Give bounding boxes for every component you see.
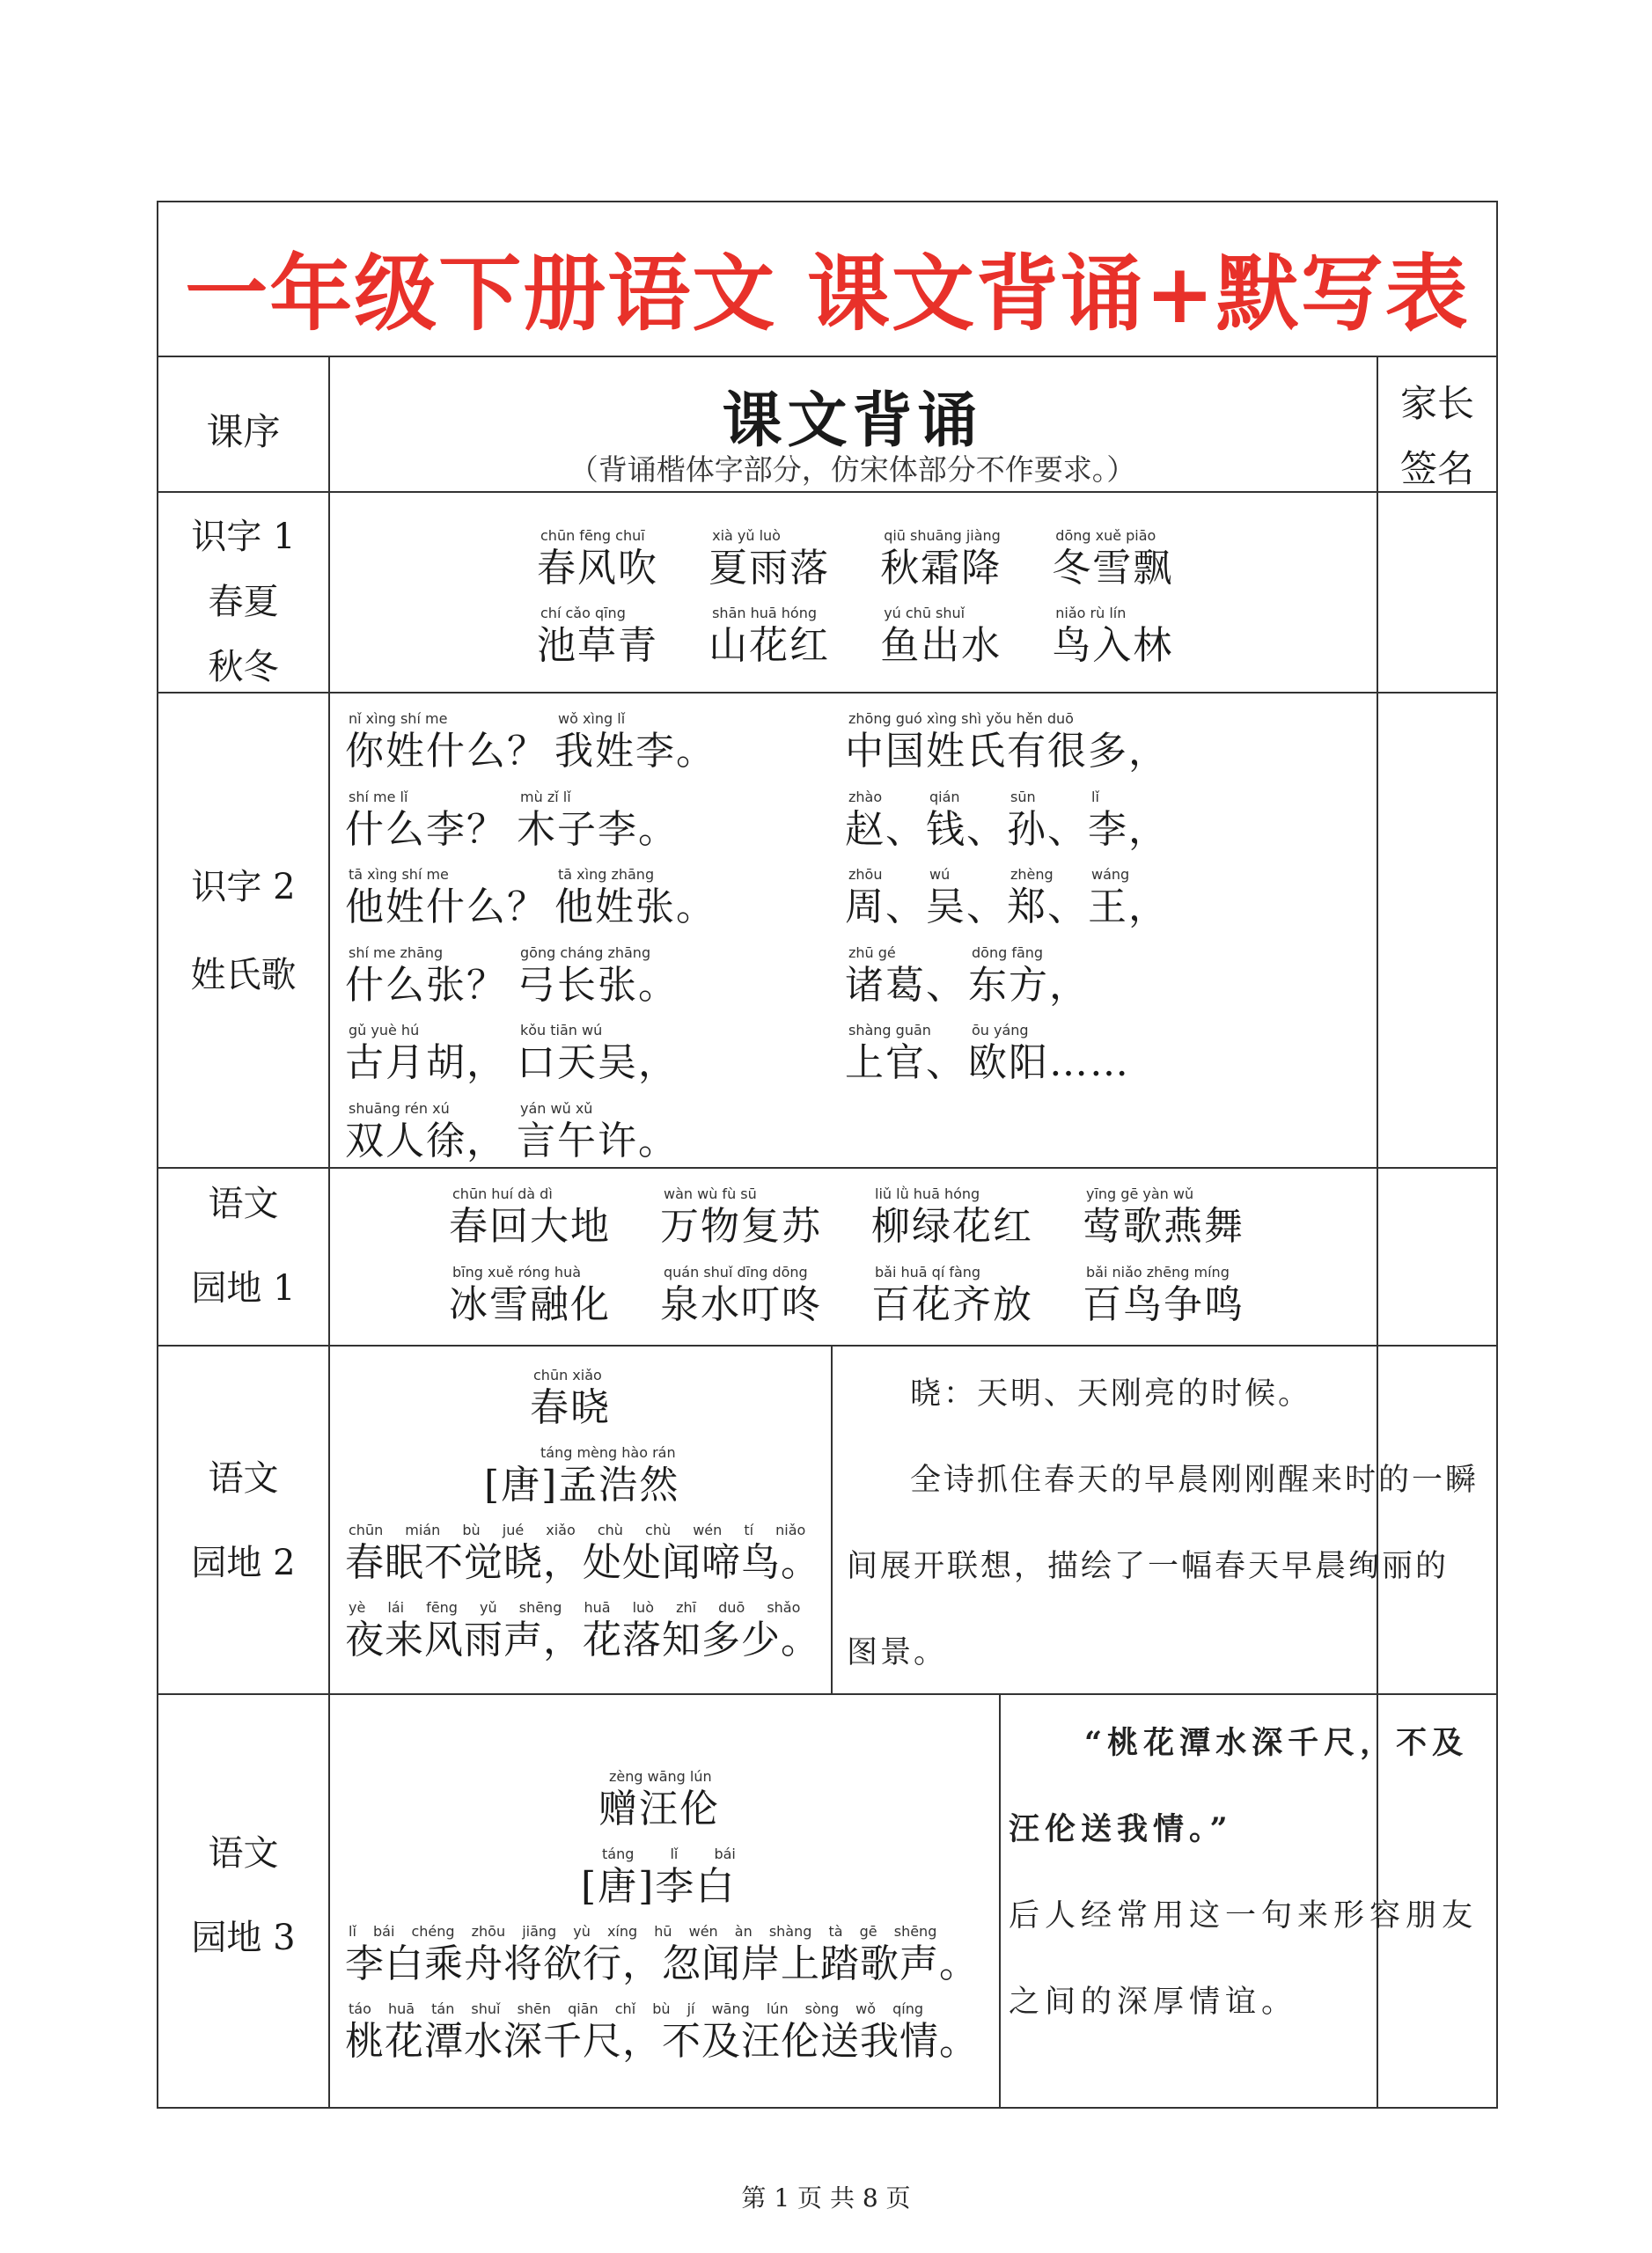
rule-title (158, 356, 1496, 357)
word-group: bǎi huā qí fàng 百花齐放 (871, 1264, 1033, 1327)
poem-line (345, 2000, 979, 2065)
page-number: 第 1 页 共 8 页 (741, 2183, 911, 2213)
rule-row-3 (158, 1345, 1496, 1347)
word-group: qiū shuāng jiàng 秋霜降 (880, 527, 1002, 591)
word-group: wú 吴、 (926, 866, 1007, 929)
text-line (345, 1021, 679, 1086)
text-line (845, 1021, 1130, 1086)
poem-line (345, 1922, 979, 1987)
lesson-label: 园地 1 (191, 1268, 296, 1309)
rule-col-lesson (328, 356, 330, 2107)
text-line (345, 1099, 679, 1164)
word-group: chūn mián bù jué xiǎo chù chù wén tí niǎo 春眠不觉晓，处处闻啼鸟。 (345, 1522, 820, 1585)
text-line (845, 865, 1169, 930)
poem-author (484, 1443, 679, 1508)
lesson-label: 秋冬 (208, 647, 279, 687)
word-group: dōng fāng 东方， (968, 944, 1090, 1008)
text-line (449, 1185, 1245, 1250)
word-group: zhào 赵、 (845, 789, 926, 852)
document-title: 一年级下册语文 课文背诵+默写表 (185, 246, 1470, 342)
word-group: yú chū shuǐ 鱼出水 (880, 605, 1002, 668)
word-group: dōng xuě piāo 冬雪飘 (1052, 527, 1174, 591)
header-sign-1: 家长 (1399, 382, 1474, 425)
text-line (845, 943, 1090, 1009)
text-line (345, 788, 679, 853)
word-group: wǒ xìng lǐ 我姓李。 (554, 710, 716, 774)
header-lesson: 课序 (206, 410, 281, 453)
poem-title (598, 1767, 720, 1832)
word-group: shàng guān 上官、 (845, 1022, 966, 1085)
word-group: tā xìng shí me 他姓什么？ (345, 866, 547, 929)
rule-row-2 (158, 1167, 1496, 1169)
rule-split-row5 (999, 1693, 1001, 2107)
rule-header (158, 491, 1496, 493)
word-group: zhōng guó xìng shì yǒu hěn duō 中国姓氏有很多， (845, 710, 1169, 774)
word-group: táo huā tán shuǐ shēn qiān chǐ bù jí wāng lún sòng wǒ qíng 桃花潭水深千尺，不及汪伦送我情。 (345, 2000, 979, 2064)
lesson-label: 春夏 (208, 582, 279, 622)
word-group: yīng gē yàn wǔ 莺歌燕舞 (1083, 1185, 1245, 1249)
word-group: gōng cháng zhāng 弓长张。 (517, 944, 679, 1008)
word-group: zhōu 周、 (845, 866, 926, 929)
text-line (345, 865, 716, 930)
text-line (449, 1263, 1245, 1328)
text-line (845, 788, 1169, 853)
header-recite-note: （背诵楷体字部分，仿宋体部分不作要求。） (569, 452, 1136, 487)
header-recite: 课文背诵 (722, 385, 983, 456)
word-group: bǎi niǎo zhēng míng 百鸟争鸣 (1083, 1264, 1245, 1327)
poem-note-rest: 后人经常用这一句来形容朋友之间的深厚情谊。 (1009, 1898, 1479, 2020)
header-sign-2: 签名 (1399, 447, 1474, 490)
lesson-label: 识字 1 (191, 517, 296, 557)
word-group: shān huā hóng 山花红 (709, 605, 831, 668)
word-group: mù zǐ lǐ 木子李。 (517, 789, 679, 852)
rule-split-row4 (831, 1345, 833, 1693)
poem-note-2: 全诗抓住春天的早晨刚刚醒来时的一瞬间展开联想，描绘了一幅春天早晨绚丽的图景。 (847, 1463, 1479, 1670)
word-group: gǔ yuè hú 古月胡， (345, 1022, 507, 1085)
lesson-label: 姓氏歌 (190, 955, 297, 995)
lesson-label: 园地 3 (191, 1918, 296, 1958)
poem-author (581, 1845, 736, 1910)
word-group: zhū gé 诸葛、 (845, 944, 966, 1008)
word-group: shí me zhāng 什么张？ (345, 944, 507, 1008)
word-group: chūn fēng chuī 春风吹 (537, 527, 658, 591)
word-group: wáng 王， (1088, 866, 1169, 929)
text-line (537, 604, 1201, 669)
text-line (345, 709, 716, 774)
word-group: zèng wāng lún 赠汪伦 (598, 1768, 720, 1831)
word-group: liǔ lǜ huā hóng 柳绿花红 (871, 1185, 1033, 1249)
lesson-label: 识字 2 (191, 867, 296, 907)
poem-line (345, 1521, 820, 1586)
poem-note-quote: “桃花潭水深千尺，不及汪伦送我情。” (1009, 1725, 1469, 1847)
lesson-label: 园地 2 (191, 1543, 296, 1583)
lesson-label: 语文 (208, 1833, 279, 1874)
word-group: lǐ bái chéng zhōu jiāng yù xíng hū wén àn shàng tà gē shēng 李白乘舟将欲行，忽闻岸上踏歌声。 (345, 1923, 979, 1986)
word-group: táng mèng hào rán [唐]孟浩然 (484, 1444, 680, 1508)
word-group: yán wǔ xǔ 言午许。 (517, 1100, 679, 1163)
text-line (537, 526, 1201, 591)
word-group: zhèng 郑、 (1007, 866, 1088, 929)
poem-note-1: 晓：天明、天刚亮的时候。 (910, 1376, 1312, 1412)
rule-row-1 (158, 692, 1496, 694)
lesson-label: 语文 (208, 1458, 279, 1499)
word-group: niǎo rù lín 鸟入林 (1052, 605, 1174, 668)
word-group: chí cǎo qīng 池草青 (537, 605, 658, 668)
word-group: kǒu tiān wú 口天吴， (517, 1022, 679, 1085)
lesson-label: 语文 (208, 1184, 279, 1224)
word-group: shí me lǐ 什么李？ (345, 789, 507, 852)
word-group: bīng xuě róng huà 冰雪融化 (449, 1264, 611, 1327)
word-group: nǐ xìng shí me 你姓什么？ (345, 710, 547, 774)
word-group: chūn xiǎo 春晓 (530, 1367, 611, 1430)
poem-line (345, 1598, 820, 1663)
word-group: ōu yáng 欧阳…… (968, 1022, 1130, 1085)
word-group: quán shuǐ dīng dōng 泉水叮咚 (660, 1264, 822, 1327)
word-group: yè lái fēng yǔ shēng huā luò zhī duō shǎo 夜来风雨声，花落知多少。 (345, 1599, 820, 1662)
word-group: tā xìng zhāng 他姓张。 (554, 866, 716, 929)
word-group: qián 钱、 (926, 789, 1007, 852)
word-group: sūn 孙、 (1007, 789, 1088, 852)
word-group: wàn wù fù sū 万物复苏 (660, 1185, 822, 1249)
word-group: lǐ 李， (1088, 789, 1169, 852)
poem-title (530, 1366, 611, 1431)
word-group: táng lǐ bái [唐]李白 (581, 1846, 737, 1909)
text-line (845, 709, 1169, 774)
word-group: xià yǔ luò 夏雨落 (709, 527, 831, 591)
text-line (345, 943, 679, 1009)
word-group: shuāng rén xú 双人徐， (345, 1100, 507, 1163)
word-group: chūn huí dà dì 春回大地 (449, 1185, 611, 1249)
recitation-table (157, 201, 1498, 2109)
